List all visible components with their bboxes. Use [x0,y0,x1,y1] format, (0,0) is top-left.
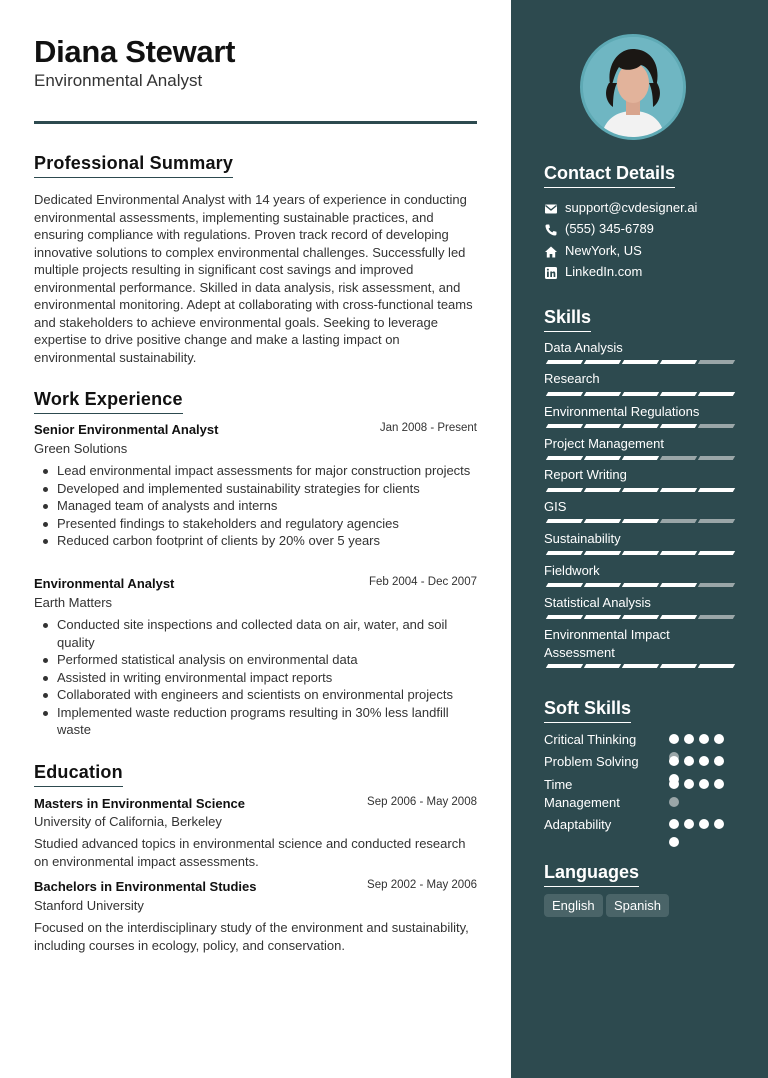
skill-level-segment [622,392,659,396]
skill-item [544,594,736,612]
phone-icon [544,223,558,237]
job-role: Senior Environmental Analyst [34,422,219,437]
rating-dot [669,756,679,766]
job-company: Green Solutions [34,441,128,456]
skill-level-segment [660,519,697,523]
rating-dot [699,779,709,789]
candidate-title: Environmental Analyst [34,71,203,90]
degree: Masters in Environmental Science [34,796,245,811]
education-header [34,879,477,897]
sidebar [511,0,768,1078]
contact-location [544,243,744,261]
school: University of California, Berkeley [34,814,222,829]
job-role: Environmental Analyst [34,576,175,591]
list-item: Implemented waste reduction programs resulting in 30% less landfill waste [57,704,477,739]
rating-dot [669,837,679,847]
rating-dot [669,779,679,789]
soft-skill-name: Problem Solving [544,754,639,769]
skill-item [544,435,736,453]
skill-level-segment [660,664,697,668]
education-dates: Sep 2006 - May 2008 [367,796,477,808]
skill-level-bar [544,615,734,619]
skill-level-segment [622,664,659,668]
skill-name: Fieldwork [544,563,600,578]
degree: Bachelors in Environmental Studies [34,879,257,894]
candidate-name: Diana Stewart [34,34,236,69]
skill-level-bar [544,664,734,668]
job-dates: Feb 2004 - Dec 2007 [368,576,477,588]
skill-level-segment [584,551,621,555]
skill-level-segment [698,392,735,396]
contact-linkedin[interactable] [544,264,744,282]
rating-dot [684,756,694,766]
skill-level-bar [544,551,734,555]
skill-level-segment [698,664,735,668]
skill-level-segment [698,615,735,619]
list-item: Developed and implemented sustainability strategies for clients [57,480,477,498]
skill-item [544,370,736,388]
skill-level-segment [546,551,583,555]
skill-item [544,466,736,484]
skill-name: GIS [544,499,567,514]
skill-level-segment [546,615,583,619]
skill-item [544,626,736,661]
skill-level-segment [698,424,735,428]
skill-level-segment [546,488,583,492]
contact-email-text: support@cvdesigner.ai [565,200,698,215]
skill-level-segment [546,519,583,523]
skill-item [544,498,736,516]
list-item: Managed team of analysts and interns [57,497,477,515]
skill-name: Environmental Impact Assessment [544,627,670,660]
soft-skill-name: Adaptability [544,817,612,832]
skill-level-segment [584,583,621,587]
skill-level-segment [698,519,735,523]
rating-dot [699,756,709,766]
skill-name: Sustainability [544,531,621,546]
skill-level-segment [546,392,583,396]
rating-dot [699,734,709,744]
skills-heading: Skills [544,307,591,332]
language-tag: Spanish [606,894,669,917]
list-item: Reduced carbon footprint of clients by 20% over 5 years [57,532,477,550]
contact-heading: Contact Details [544,163,675,188]
list-item: Lead environmental impact assessments for major construction projects [57,462,477,480]
skill-level-segment [584,392,621,396]
home-icon [544,245,558,259]
skill-level-segment [698,551,735,555]
education-description: Focused on the interdisciplinary study of the environment and sustainability, including courses in ecology, policy, and conservation. [34,920,469,953]
skill-name: Report Writing [544,467,627,482]
skill-item [544,403,736,421]
skill-level-segment [546,583,583,587]
skill-level-segment [660,360,697,364]
skill-level-segment [622,551,659,555]
skill-level-segment [584,360,621,364]
skill-level-bar [544,488,734,492]
list-item: Performed statistical analysis on environmental data [57,651,477,669]
skill-level-segment [660,424,697,428]
list-item: Assisted in writing environmental impact reports [57,669,477,687]
skill-level-segment [698,360,735,364]
job-company: Earth Matters [34,595,113,610]
skill-name: Environmental Regulations [544,404,700,419]
contact-phone[interactable] [544,221,744,239]
skill-level-bar [544,519,734,523]
languages-heading: Languages [544,862,639,887]
contact-email[interactable] [544,200,744,218]
list-item: Conducted site inspections and collected data on air, water, and soil quality [57,616,477,651]
skill-level-segment [546,664,583,668]
skill-level-segment [660,456,697,460]
skill-level-segment [622,583,659,587]
skill-level-segment [584,456,621,460]
list-item: Presented findings to stakeholders and regulatory agencies [57,515,477,533]
rating-dot [669,734,679,744]
skill-level-segment [546,424,583,428]
header-divider [34,121,477,124]
school: Stanford University [34,898,144,913]
skill-level-bar [544,456,734,460]
skill-level-segment [660,392,697,396]
summary-text: Dedicated Environmental Analyst with 14 years of experience in conducting environmental assessments, implementing sustainable practices, and ensuring compliance with regulations. Proven track record of developing innovative solutions to complex environmental challenges. Successfully led multiple projects resulting in significant cost savings and improved environmental performance. Skilled in data analysis, risk assessment, and environmental monitoring. Adept at collaborating with cross-functional teams and stakeholders to achieve environmental goals. Seeking to leverage expertise to drive positive change and make a lasting impact on environmental sustainability. [34,192,473,365]
skill-level-segment [698,488,735,492]
job-bullets [57,616,477,739]
skill-level-bar [544,392,734,396]
job-header [34,422,477,440]
skill-item [544,339,736,357]
skill-level-bar [544,583,734,587]
skill-level-segment [698,583,735,587]
skill-level-segment [622,456,659,460]
contact-location-text: NewYork, US [565,243,642,258]
skill-name: Project Management [544,436,664,451]
skill-level-segment [660,615,697,619]
linkedin-icon [544,266,558,280]
skill-level-segment [698,456,735,460]
skill-level-segment [622,519,659,523]
skill-level-segment [546,456,583,460]
skill-item [544,530,736,548]
skill-level-segment [546,360,583,364]
skill-level-segment [584,664,621,668]
education-description: Studied advanced topics in environmental science and conducted research on environmental impact assessments. [34,836,466,869]
rating-dot [714,779,724,789]
profile-photo [580,34,686,140]
soft-skills-heading: Soft Skills [544,698,631,723]
education-header [34,796,477,814]
skill-level-segment [622,360,659,364]
education-dates: Sep 2002 - May 2006 [367,879,477,891]
rating-dot [699,819,709,829]
soft-skill-name: Time Management [544,777,620,810]
skill-level-segment [584,424,621,428]
skill-level-segment [660,583,697,587]
rating-dot [684,779,694,789]
skill-item [544,562,736,580]
skill-level-bar [544,360,734,364]
rating-dot [684,819,694,829]
summary-heading: Professional Summary [34,153,233,178]
skill-level-segment [622,615,659,619]
skill-level-segment [584,488,621,492]
experience-heading: Work Experience [34,389,183,414]
email-icon [544,202,558,216]
skill-name: Data Analysis [544,340,623,355]
contact-linkedin-text: LinkedIn.com [565,264,643,279]
skill-level-segment [622,424,659,428]
skill-name: Statistical Analysis [544,595,651,610]
skill-name: Research [544,371,600,386]
skill-level-segment [584,615,621,619]
rating-dot [714,734,724,744]
job-header [34,576,477,594]
skill-level-bar [544,424,734,428]
skill-level-segment [660,488,697,492]
language-tag: English [544,894,603,917]
skill-level-segment [660,551,697,555]
skill-level-segment [622,488,659,492]
rating-dot [714,819,724,829]
education-heading: Education [34,762,123,787]
rating-dot [684,734,694,744]
job-bullets [57,462,477,550]
soft-skill-name: Critical Thinking [544,732,637,747]
rating-dot [669,797,679,807]
contact-phone-text: (555) 345-6789 [565,221,654,236]
rating-dot [669,819,679,829]
job-dates: Jan 2008 - Present [379,422,477,434]
skill-level-segment [584,519,621,523]
rating-dot [714,756,724,766]
list-item: Collaborated with engineers and scientists on environmental projects [57,686,477,704]
